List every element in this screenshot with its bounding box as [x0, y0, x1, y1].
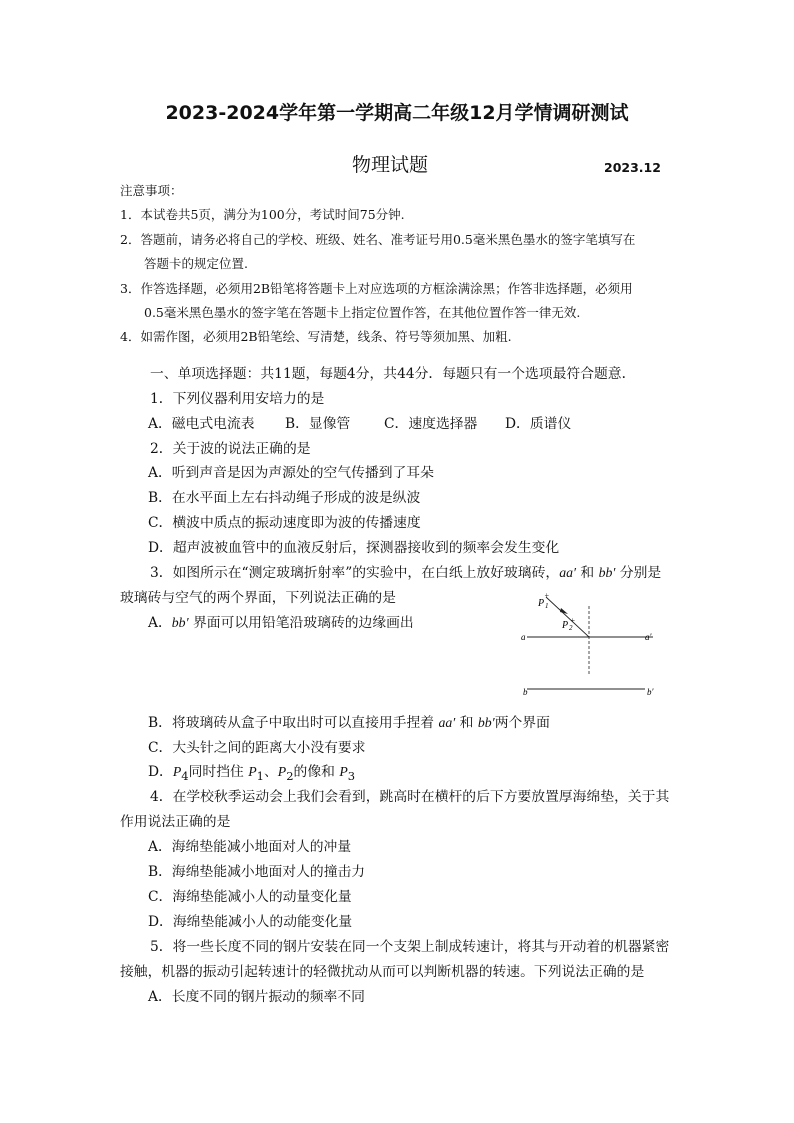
q3-stem-line1: [150, 561, 661, 581]
q3-d-mid2: 的像和: [293, 764, 340, 780]
label-p2: P: [562, 620, 569, 631]
label-p1-sub: 1: [545, 602, 549, 610]
q1-option-a: A．磁电式电流表: [148, 416, 255, 432]
q2-option-c: C．横波中质点的振动速度即为波的传播速度: [148, 515, 421, 531]
q1-option-d: D．质谱仪: [505, 416, 572, 432]
q2-option-a: A．听到声音是因为声源处的空气传播到了耳朵: [148, 465, 434, 481]
ray-arrow: [560, 608, 568, 614]
note-item-3: 3．作答选择题，必须用2B铅笔将答题卡上对应选项的方框涂满涂黑；作答非选择题，必须用: [120, 281, 633, 296]
section-heading: 一、单项选择题：共11题，每题4分，共44分．每题只有一个选项最符合题意．: [150, 366, 636, 382]
q4-option-b: B．海绵垫能减小地面对人的撞击力: [148, 864, 366, 880]
q4-stem-line2: 作用说法正确的是: [120, 814, 231, 830]
q3-d-p3: P: [339, 764, 348, 779]
q3-option-b: [148, 711, 550, 731]
q3-option-d: [148, 760, 355, 783]
incident-ray: [546, 597, 589, 637]
q3-d-p4: P: [172, 764, 182, 779]
exam-date: 2023.12: [604, 160, 661, 175]
label-a-prime: a′: [645, 632, 652, 642]
q3-d-p1: P: [248, 764, 257, 779]
q2-option-b: B．在水平面上左右抖动绳子形成的波是纵波: [148, 490, 421, 506]
note-item-1: 1．本试卷共5页，满分为100分，考试时间75分钟.: [120, 207, 405, 222]
label-b: b: [523, 687, 528, 697]
exam-subtitle: 物理试题: [352, 154, 429, 176]
note-item-2-cont: 答题卡的规定位置.: [144, 256, 248, 271]
q4-stem-line1: 4．在学校秋季运动会上我们会看到，跳高时在横杆的后下方要放置厚海绵垫，关于其: [150, 789, 670, 805]
notes-heading: 注意事项：: [120, 183, 183, 198]
q3-stem-text: 3．如图所示在“测定玻璃折射率”的实验中，在白纸上放好玻璃砖，: [150, 565, 560, 581]
note-item-2: 2．答题前，请务必将自己的学校、班级、姓名、准考证号用0.5毫米黑色墨水的签字笔填写在: [120, 232, 636, 247]
q3-d-p3-sub: 3: [347, 768, 356, 783]
q3-var-aa: aa′: [559, 565, 577, 580]
q3-refraction-figure: [515, 588, 665, 700]
pin-p2-marker: +: [570, 616, 576, 625]
q3-d-p2-sub: 2: [286, 768, 294, 783]
q3-option-b-end: 两个界面: [494, 715, 550, 731]
q3-option-b-text: B．将玻璃砖从盒子中取出时可以直接用手捏着: [148, 715, 439, 731]
q5-stem-line1: 5．将一些长度不同的钢片安装在同一个支架上制成转速计，将其与开动着的机器紧密: [150, 939, 670, 955]
q3-d-p2: P: [277, 764, 287, 779]
q2-option-d: D．超声波被血管中的血液反射后，探测器接收到的频率会发生变化: [148, 540, 560, 556]
q3-option-b-var1: aa′: [438, 715, 456, 730]
q3-option-c: C．大头针之间的距离大小没有要求: [148, 740, 366, 756]
q1-stem: 1．下列仪器利用安培力的是: [150, 391, 325, 407]
q3-stem-end: 分别是: [615, 565, 662, 581]
q3-stem-and: 和: [576, 565, 599, 581]
q3-option-a-prefix: A．: [148, 615, 172, 631]
q4-option-c: C．海绵垫能减小人的动量变化量: [148, 889, 352, 905]
note-item-4: 4．如需作图，必须用2B铅笔绘、写清楚，线条、符号等须加黑、加粗.: [120, 329, 512, 344]
q3-option-a: [148, 611, 414, 631]
q3-d-p4-sub: 4: [181, 768, 189, 783]
q3-d-p1-sub: 1: [256, 768, 264, 783]
q3-var-bb: bb′: [598, 565, 616, 580]
q3-option-d-prefix: D．: [148, 764, 173, 780]
label-p1: P: [538, 598, 545, 609]
label-b-prime: b′: [647, 687, 654, 697]
q3-d-mid1: 同时挡住: [188, 764, 249, 780]
label-a: a: [521, 632, 526, 642]
note-item-3-cont: 0.5毫米黑色墨水的签字笔在答题卡上指定位置作答，在其他位置作答一律无效.: [144, 305, 581, 320]
q4-option-a: A．海绵垫能减小地面对人的冲量: [148, 839, 352, 855]
q4-option-d: D．海绵垫能减小人的动能变化量: [148, 914, 353, 930]
pin-p1-marker: +: [544, 591, 550, 600]
q2-stem: 2．关于波的说法正确的是: [150, 441, 311, 457]
q5-option-a: A．长度不同的钢片振动的频率不同: [148, 989, 365, 1005]
label-p2-sub: 2: [569, 624, 573, 632]
q3-stem-line2: 玻璃砖与空气的两个界面，下列说法正确的是: [120, 590, 396, 606]
q1-option-b: B．显像管: [285, 416, 351, 432]
q3-option-a-text: 界面可以用铅笔沿玻璃砖的边缘画出: [188, 615, 414, 631]
q3-option-a-var: bb′: [171, 615, 189, 630]
q3-option-b-var2: bb′: [477, 715, 495, 730]
exam-title: 2023-2024学年第一学期高二年级12月学情调研测试: [165, 102, 629, 124]
q5-stem-line2: 接触，机器的振动引起转速计的轻微扰动从而可以判断机器的转速。下列说法正确的是: [120, 964, 645, 980]
q1-option-c: C．速度选择器: [384, 416, 478, 432]
q3-d-sep: 、: [263, 764, 278, 780]
q3-option-b-mid: 和: [455, 715, 478, 731]
